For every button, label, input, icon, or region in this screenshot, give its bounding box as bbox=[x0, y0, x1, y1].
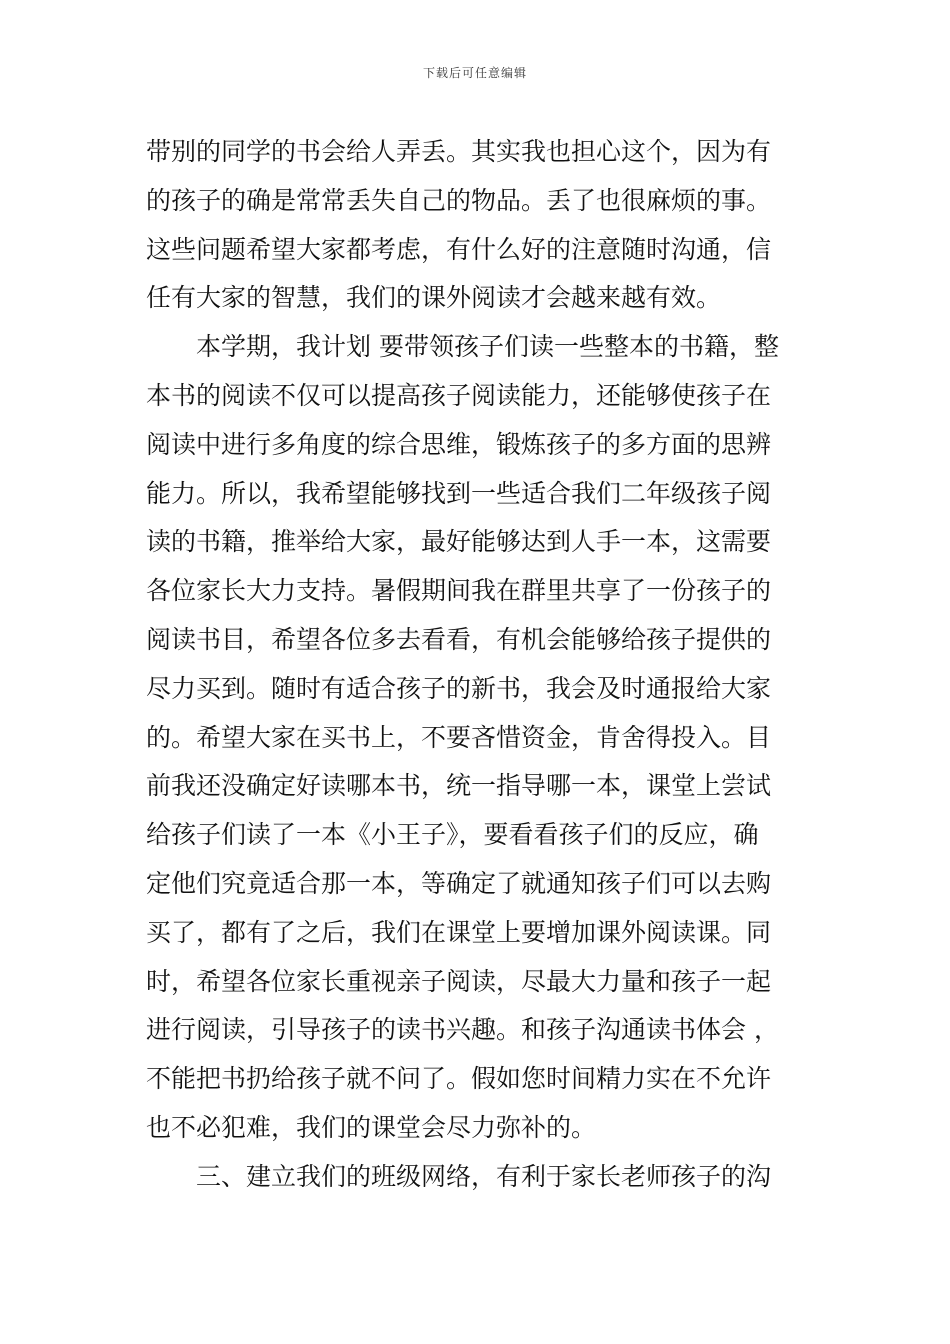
text-line: 的。希望大家在买书上，不要吝惜资金，肯舍得投入。目 bbox=[146, 722, 772, 752]
text-line: 这些问题希望大家都考虑，有什么好的注意随时沟通，信 bbox=[146, 234, 772, 264]
text-line: 阅读书目，希望各位多去看看，有机会能够给孩子提供的 bbox=[146, 624, 772, 654]
text-line: 不能把书扔给孩子就不问了。假如您时间精力实在不允许 bbox=[146, 1064, 772, 1094]
page-header: 下载后可任意编辑 bbox=[422, 66, 527, 80]
body-text bbox=[146, 128, 810, 1202]
text-line: 买了，都有了之后，我们在课堂上要增加课外阅读课。同 bbox=[146, 917, 772, 947]
text-line: 三、建立我们的班级网络，有利于家长老师孩子的沟 bbox=[146, 1161, 772, 1191]
text-line: 也不必犯难，我们的课堂会尽力弥补的。 bbox=[146, 1112, 597, 1142]
text-line: 给孩子们读了一本《小王子》，要看看孩子们的反应，确 bbox=[146, 820, 759, 850]
text-line: 能力。所以，我希望能够找到一些适合我们二年级孩子阅 bbox=[146, 478, 772, 508]
text-line: 阅读中进行多角度的综合思维，锻炼孩子的多方面的思辨 bbox=[146, 429, 772, 459]
text-line: 尽力买到。随时有适合孩子的新书，我会及时通报给大家 bbox=[146, 673, 772, 703]
text-line: 本书的阅读不仅可以提高孩子阅读能力，还能够使孩子在 bbox=[146, 380, 772, 410]
text-line: 任有大家的智慧，我们的课外阅读才会越来越有效。 bbox=[146, 283, 722, 313]
text-line: 前我还没确定好读哪本书，统一指导哪一本，课堂上尝试 bbox=[146, 771, 772, 801]
text-line: 时，希望各位家长重视亲子阅读，尽最大力量和孩子一起 bbox=[146, 966, 772, 996]
text-line: 读的书籍，推举给大家，最好能够达到人手一本，这需要 bbox=[146, 527, 772, 557]
text-line: 进行阅读，引导孩子的读书兴趣。和孩子沟通读书体会 ， bbox=[146, 1015, 779, 1045]
text-line: 各位家长大力支持。暑假期间我在群里共享了一份孩子的 bbox=[146, 576, 772, 606]
text-line: 本学期，我计划 要带领孩子们读一些整本的书籍，整 bbox=[146, 332, 779, 362]
text-line: 的孩子的确是常常丢失自己的物品。丢了也很麻烦的事。 bbox=[146, 185, 772, 215]
text-line: 定他们究竟适合那一本，等确定了就通知孩子们可以去购 bbox=[146, 868, 772, 898]
text-line: 带别的同学的书会给人弄丢。其实我也担心这个，因为有 bbox=[146, 137, 772, 166]
